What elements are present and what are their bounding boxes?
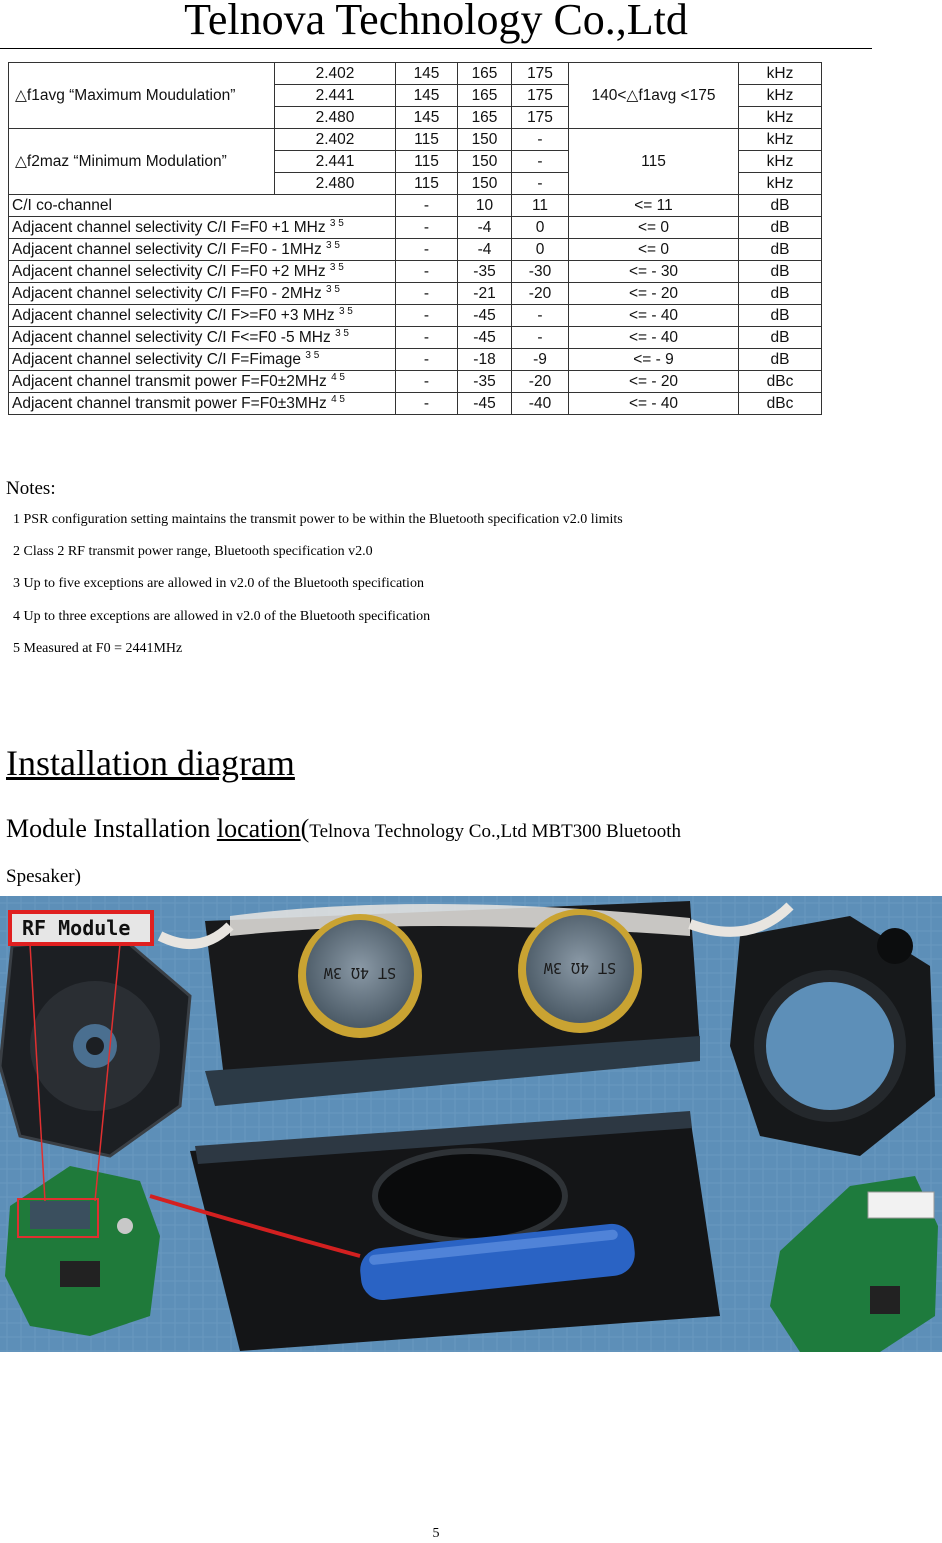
typ-cell: 165 bbox=[458, 63, 512, 85]
typ-cell: 165 bbox=[458, 85, 512, 107]
table-row bbox=[9, 261, 822, 283]
param-text: Adjacent channel selectivity C/I F=F0 - 2MHz bbox=[12, 284, 322, 302]
paren-open: ( bbox=[300, 814, 310, 843]
table-row bbox=[9, 283, 822, 305]
header-title: Telnova Technology Co.,Ltd bbox=[184, 0, 688, 44]
max-cell: - bbox=[512, 305, 569, 327]
typ-cell: -45 bbox=[458, 305, 512, 327]
max-cell: 0 bbox=[512, 217, 569, 239]
rf-module-label: RF Module bbox=[22, 916, 131, 940]
max-cell: - bbox=[512, 151, 569, 173]
min-cell: 115 bbox=[396, 129, 458, 151]
min-cell: 115 bbox=[396, 151, 458, 173]
param-text: Adjacent channel selectivity C/I F=F0 +2 MHz bbox=[12, 262, 326, 280]
table-row bbox=[9, 239, 822, 261]
module-location-text: Module Installation bbox=[6, 814, 217, 843]
table-row bbox=[9, 195, 822, 217]
note-2: 2 Class 2 RF transmit power range, Bluetooth specification v2.0 bbox=[13, 544, 373, 559]
table-row bbox=[9, 63, 822, 85]
table-row bbox=[9, 393, 822, 415]
max-cell: - bbox=[512, 327, 569, 349]
limit-cell: <= 11 bbox=[569, 195, 739, 217]
freq-cell: 2.402 bbox=[275, 129, 396, 151]
min-cell: - bbox=[396, 239, 458, 261]
max-cell: -20 bbox=[512, 283, 569, 305]
product-name: Telnova Technology Co.,Ltd MBT300 Bluetooth bbox=[309, 821, 681, 842]
connector bbox=[868, 1192, 934, 1218]
unit-cell: dBc bbox=[739, 393, 822, 415]
max-cell: 175 bbox=[512, 85, 569, 107]
param-note-ref: 3 5 bbox=[326, 283, 340, 295]
page-header bbox=[0, 0, 872, 49]
typ-cell: -35 bbox=[458, 261, 512, 283]
table-row bbox=[9, 305, 822, 327]
unit-cell: kHz bbox=[739, 107, 822, 129]
typ-cell: 150 bbox=[458, 151, 512, 173]
table-row bbox=[9, 327, 822, 349]
installation-photo bbox=[0, 896, 942, 1352]
param-note-ref: 3 5 bbox=[326, 239, 340, 251]
unit-cell: kHz bbox=[739, 63, 822, 85]
limit-cell: <= - 9 bbox=[569, 349, 739, 371]
param-text: C/I co-channel bbox=[12, 196, 112, 214]
note-4: 4 Up to three exceptions are allowed in v2.0 of the Bluetooth specification bbox=[13, 609, 431, 624]
unit-cell: kHz bbox=[739, 173, 822, 195]
rf-module-chip bbox=[30, 1201, 90, 1229]
product-name-cont: Spesaker) bbox=[6, 866, 81, 887]
param-note-ref: 3 5 bbox=[329, 217, 344, 229]
table-row bbox=[9, 217, 822, 239]
passive-radiator bbox=[375, 1151, 565, 1241]
param-note-ref: 3 5 bbox=[335, 327, 349, 339]
table-row bbox=[9, 349, 822, 371]
limit-cell: <= - 40 bbox=[569, 327, 739, 349]
unit-cell: dB bbox=[739, 217, 822, 239]
min-cell: - bbox=[396, 393, 458, 415]
min-cell: 145 bbox=[396, 63, 458, 85]
max-cell: 0 bbox=[512, 239, 569, 261]
unit-cell: dB bbox=[739, 327, 822, 349]
min-cell: - bbox=[396, 305, 458, 327]
typ-cell: 150 bbox=[458, 129, 512, 151]
typ-cell: -35 bbox=[458, 371, 512, 393]
min-cell: - bbox=[396, 349, 458, 371]
unit-cell: dB bbox=[739, 305, 822, 327]
max-cell: 11 bbox=[512, 195, 569, 217]
limit-cell: 115 bbox=[569, 129, 739, 195]
freq-cell: 2.402 bbox=[275, 63, 396, 85]
param-text: Adjacent channel selectivity C/I F=Fimage bbox=[12, 350, 302, 368]
speaker-left-label: ST 4Ω 3W bbox=[323, 964, 397, 982]
right-end-cap bbox=[730, 916, 935, 1156]
min-cell: 115 bbox=[396, 173, 458, 195]
param-note-ref: 3 5 bbox=[305, 349, 320, 361]
table-row bbox=[9, 371, 822, 393]
typ-cell: -45 bbox=[458, 327, 512, 349]
max-cell: -20 bbox=[512, 371, 569, 393]
freq-cell: 2.441 bbox=[275, 151, 396, 173]
min-cell: 145 bbox=[396, 107, 458, 129]
typ-cell: -18 bbox=[458, 349, 512, 371]
page-number: 5 bbox=[432, 1526, 440, 1541]
max-cell: - bbox=[512, 129, 569, 151]
unit-cell: kHz bbox=[739, 151, 822, 173]
limit-cell: <= - 20 bbox=[569, 283, 739, 305]
unit-cell: kHz bbox=[739, 129, 822, 151]
typ-cell: 165 bbox=[458, 107, 512, 129]
spec-table bbox=[8, 62, 822, 415]
param-label bbox=[9, 195, 396, 217]
min-cell: - bbox=[396, 327, 458, 349]
limit-cell: 140<△f1avg <175 bbox=[569, 63, 739, 129]
param-note-ref: 3 5 bbox=[338, 305, 353, 317]
max-cell: 175 bbox=[512, 107, 569, 129]
installation-heading: Installation diagram bbox=[6, 743, 295, 783]
typ-cell: -45 bbox=[458, 393, 512, 415]
group-label: △f1avg “Maximum Moudulation” bbox=[9, 63, 275, 129]
table-row bbox=[9, 129, 822, 151]
note-3: 3 Up to five exceptions are allowed in v2.0 of the Bluetooth specification bbox=[13, 576, 424, 591]
min-cell: - bbox=[396, 261, 458, 283]
note-5: 5 Measured at F0 = 2441MHz bbox=[13, 641, 183, 656]
freq-cell: 2.480 bbox=[275, 173, 396, 195]
unit-cell: dB bbox=[739, 239, 822, 261]
group-label: △f2maz “Minimum Modulation” bbox=[9, 129, 275, 195]
limit-cell: <= - 30 bbox=[569, 261, 739, 283]
typ-cell: -4 bbox=[458, 217, 512, 239]
typ-cell: -4 bbox=[458, 239, 512, 261]
note-1: 1 PSR configuration setting maintains the transmit power to be within the Bluetooth specification v2.0 limits bbox=[13, 512, 623, 527]
param-note-ref: 4 5 bbox=[331, 393, 345, 405]
param-label bbox=[9, 349, 396, 371]
typ-cell: 10 bbox=[458, 195, 512, 217]
param-label bbox=[9, 261, 396, 283]
param-label bbox=[9, 305, 396, 327]
rf-module-callout bbox=[10, 912, 152, 944]
param-label bbox=[9, 393, 396, 415]
param-label bbox=[9, 283, 396, 305]
battery-housing bbox=[150, 1111, 720, 1351]
max-cell: - bbox=[512, 173, 569, 195]
min-cell: - bbox=[396, 283, 458, 305]
limit-cell: <= - 40 bbox=[569, 393, 739, 415]
unit-cell: dB bbox=[739, 283, 822, 305]
limit-cell: <= 0 bbox=[569, 217, 739, 239]
min-cell: - bbox=[396, 371, 458, 393]
max-cell: 175 bbox=[512, 63, 569, 85]
param-label bbox=[9, 239, 396, 261]
param-label bbox=[9, 371, 396, 393]
freq-cell: 2.480 bbox=[275, 107, 396, 129]
unit-cell: dB bbox=[739, 195, 822, 217]
typ-cell: -21 bbox=[458, 283, 512, 305]
param-text: Adjacent channel selectivity C/I F>=F0 +3 MHz bbox=[12, 306, 335, 324]
param-text: Adjacent channel transmit power F=F0±3MHz bbox=[12, 394, 327, 412]
notes-title: Notes: bbox=[6, 478, 56, 499]
min-cell: 145 bbox=[396, 85, 458, 107]
param-text: Adjacent channel selectivity C/I F=F0 +1 MHz bbox=[12, 218, 326, 236]
freq-cell: 2.441 bbox=[275, 85, 396, 107]
unit-cell: dB bbox=[739, 261, 822, 283]
param-label bbox=[9, 217, 396, 239]
min-cell: - bbox=[396, 217, 458, 239]
max-cell: -30 bbox=[512, 261, 569, 283]
limit-cell: <= - 20 bbox=[569, 371, 739, 393]
param-label bbox=[9, 327, 396, 349]
module-location-heading bbox=[6, 814, 681, 844]
speaker-right-label: ST 4Ω 3W bbox=[543, 959, 617, 977]
min-cell: - bbox=[396, 195, 458, 217]
limit-cell: <= - 40 bbox=[569, 305, 739, 327]
param-text: Adjacent channel selectivity C/I F=F0 - 1MHz bbox=[12, 240, 322, 258]
unit-cell: kHz bbox=[739, 85, 822, 107]
unit-cell: dBc bbox=[739, 371, 822, 393]
limit-cell: <= 0 bbox=[569, 239, 739, 261]
max-cell: -9 bbox=[512, 349, 569, 371]
typ-cell: 150 bbox=[458, 173, 512, 195]
unit-cell: dB bbox=[739, 349, 822, 371]
param-text: Adjacent channel selectivity C/I F<=F0 -5 MHz bbox=[12, 328, 331, 346]
param-text: Adjacent channel transmit power F=F0±2MHz bbox=[12, 372, 327, 390]
param-note-ref: 4 5 bbox=[331, 371, 345, 383]
location-link-text: location bbox=[216, 814, 301, 843]
max-cell: -40 bbox=[512, 393, 569, 415]
param-note-ref: 3 5 bbox=[329, 261, 344, 273]
